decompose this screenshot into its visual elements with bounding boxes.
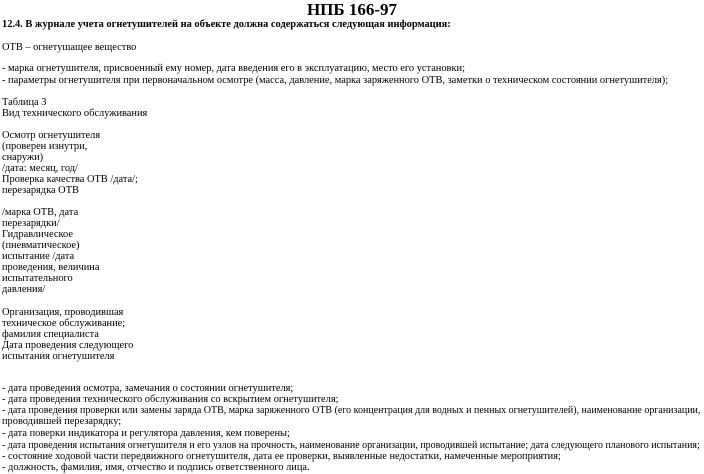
table-cell-line: перезарядки/ xyxy=(2,218,60,229)
intro-item: - марка огнетушителя, присвоенный ему номер, дата введения его в эксплуатацию, место его установки; xyxy=(2,63,465,74)
table-cell-line: Осмотр огнетушителя xyxy=(2,130,101,141)
list-item: - состояние ходовой части передвижного огнетушителя, дата ее проверки, выявленные недостатки, намеченные мероприятия; xyxy=(2,451,561,462)
table-cell-line: (пневматическое) xyxy=(2,240,80,251)
list-item: - дата проведения осмотра, замечания о состоянии огнетушителя; xyxy=(2,383,294,394)
table-caption: Таблица 3 xyxy=(2,97,47,108)
table-cell-line: техническое обслуживание; xyxy=(2,318,126,329)
table-cell-line: Гидравлическое xyxy=(2,229,73,240)
table-cell-line: испытания огнетушителя xyxy=(2,351,115,362)
table-cell-line: испытание /дата xyxy=(2,251,75,262)
table-cell-line: /марка ОТВ, дата xyxy=(2,207,79,218)
table-cell-line: Организация, проводившая xyxy=(2,307,124,318)
list-item: - должность, фамилия, имя, отчество и подпись ответственного лица. xyxy=(2,462,310,473)
table-cell-line: /дата: месяц, год/ xyxy=(2,163,78,174)
table-cell-line: Проверка качества ОТВ /дата/; xyxy=(2,174,138,185)
table-cell-line: проведения, величина xyxy=(2,262,100,273)
abbreviation-note: ОТВ – огнетушащее вещество xyxy=(2,42,137,53)
table-cell-line: (проверен изнутри, xyxy=(2,141,88,152)
table-cell-line: фамилия специалиста xyxy=(2,329,99,340)
table-caption: Вид технического обслуживания xyxy=(2,108,148,119)
table-cell-line: Дата проведения следующего xyxy=(2,340,134,351)
list-item: - дата проведения технического обслуживания со вскрытием огнетушителя; xyxy=(2,394,339,405)
table-cell-line: давления/ xyxy=(2,284,46,295)
list-item: - дата проведения проверки или замены заряда ОТВ, марка заряженного ОТВ (его концентрация для водных и пенных огнетушителей), наименование организации, xyxy=(2,405,701,416)
intro-item: - параметры огнетушителя при первоначальном осмотре (масса, давление, марка заряженного ОТВ, заметки о техническом состоянии огнетушителя); xyxy=(2,75,669,86)
page-title: НПБ 166-97 xyxy=(306,0,398,19)
list-item: проводившей перезарядку; xyxy=(2,416,122,427)
table-cell-line: испытательного xyxy=(2,273,73,284)
table-cell-line: снаружи) xyxy=(2,152,44,163)
table-cell-line: перезарядка ОТВ xyxy=(2,185,79,196)
list-item: - дата поверки индикатора и регулятора давления, кем поверены; xyxy=(2,428,290,439)
list-item: - дата проведения испытания огнетушителя и его узлов на прочность, наименование организации, проводившей испытание; дата следующего планового испытания; xyxy=(2,440,700,451)
section-heading: 12.4. В журнале учета огнетушителей на объекте должна содержаться следующая информация: xyxy=(2,19,451,30)
